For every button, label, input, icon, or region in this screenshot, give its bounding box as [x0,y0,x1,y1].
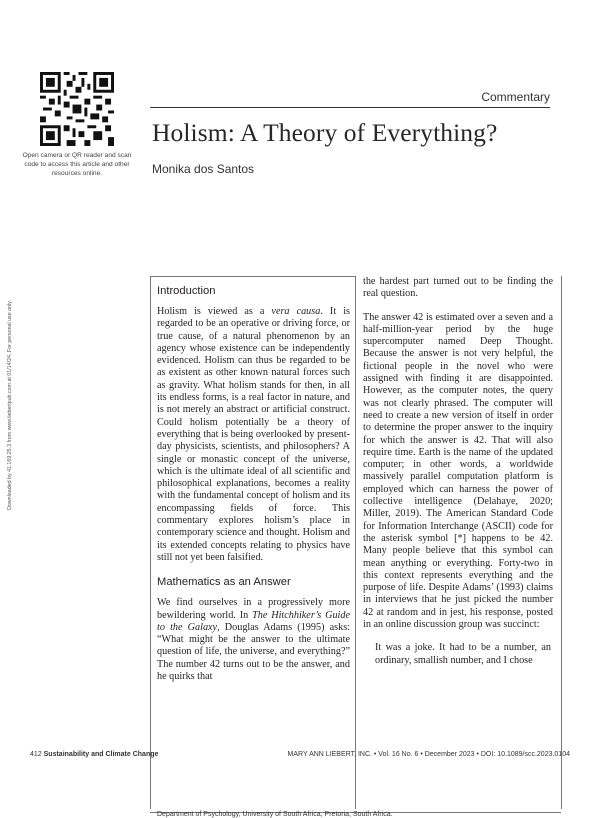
author-affiliation: Department of Psychology, University of South Africa, Pretoria, South Africa. [157,811,393,818]
journal-name: Sustainability and Climate Change [43,751,159,758]
paragraph: the hardest part turned out to be finding the real question. [363,276,553,300]
footer-citation: MARY ANN LIEBERT, INC. • Vol. 16 No. 6 • December 2023 • DOI: 10.1089/scc.2023.0104 [287,751,570,758]
paragraph: Holism is viewed as a vera causa. It is regarded to be an operative or driving force, or true cause, of a natural phenomenon by an agency whose existence can be independently evidenced. Holism can thus be regarded to be as existent as other known natural forces such as gravity. What holism stands for then, in all its endless forms, is a real factor in nature, and is not merely an abstract or artificial construct. Could holism potentially be a theory of everything that is being overlooked by present-day physicists, scientists, and philosophers? A single or monastic concept of the universe, which is the ultimate ideal of all scientific and philosophical explanations, becomes a reality with the fundamental concept of holism and its encompassing fields of force. This commentary explores holism’s place in contemporary science and thought. Holism and its extended concepts relating to physics have still not yet been falsified. [157,306,350,563]
paragraph: The answer 42 is estimated over a seven and a half-million-year period by the huge supercomputer named Deep Thought. Because the answer is not very helpful, the fictional people in the novel who were assigned with finding it are disappointed. However, as the computer notes, the query was not clearly phrased. The computer will need to create a new version of itself in order to determine the proper answer to the inquiry for which the answer is 42. That will also require time. Earth is the name of the updated computer; in other words, a worldwide massively parallel computation platform is employed which can harness the power of collective intelligence (Delahaye, 2020; Miller, 2019). The American Standard Code for Information Interchange (ASCII) code for the asterisk symbol [*] happens to be 42. Many people believe that this symbol can mean anything or everything. Forty-two in this context represents everything and the purpose of life. Despite Adams’ (1993) claims in interviews that he just picked the number 42 at random and in jest, his response, posted in an online discussion group was succinct: [363,311,553,631]
footer-journal [30,751,158,758]
block-quote: It was a joke. It had to be a number, an ordinary, smallish number, and I chose [375,642,551,666]
article-title: Holism: A Theory of Everything? [152,118,498,147]
left-column [157,284,350,683]
right-column [363,276,553,667]
column-rule-middle [355,276,356,809]
section-heading-mathematics: Mathematics as an Answer [157,576,291,589]
column-rule-left [150,276,151,809]
article-category: Commentary [481,90,550,104]
page-footer [30,751,570,765]
paragraph: We find ourselves in a progressively more bewildering world. In The Hitchhiker’s Guide to the Galaxy, Douglas Adams (1995) asks: “What might be the answer to the ultimate question of life, the universe, and everything?” The number 42 turns out to be the answer, and he quirks that [157,597,350,683]
column-top-rule [150,276,356,277]
column-rule-right [561,276,562,809]
header-rule [150,107,550,108]
download-notice: Downloaded by 41.169.25.3 from www.liebertpub.com at 01/14/24. For personal use only. [7,300,13,510]
author-name: Monika dos Santos [152,162,255,176]
section-heading-introduction: Introduction [157,285,216,297]
page-number: 412 [30,751,42,758]
qr-code-icon[interactable] [40,72,114,146]
qr-caption: Open camera or QR reader and scan code to access this article and other resources online. [22,152,132,177]
